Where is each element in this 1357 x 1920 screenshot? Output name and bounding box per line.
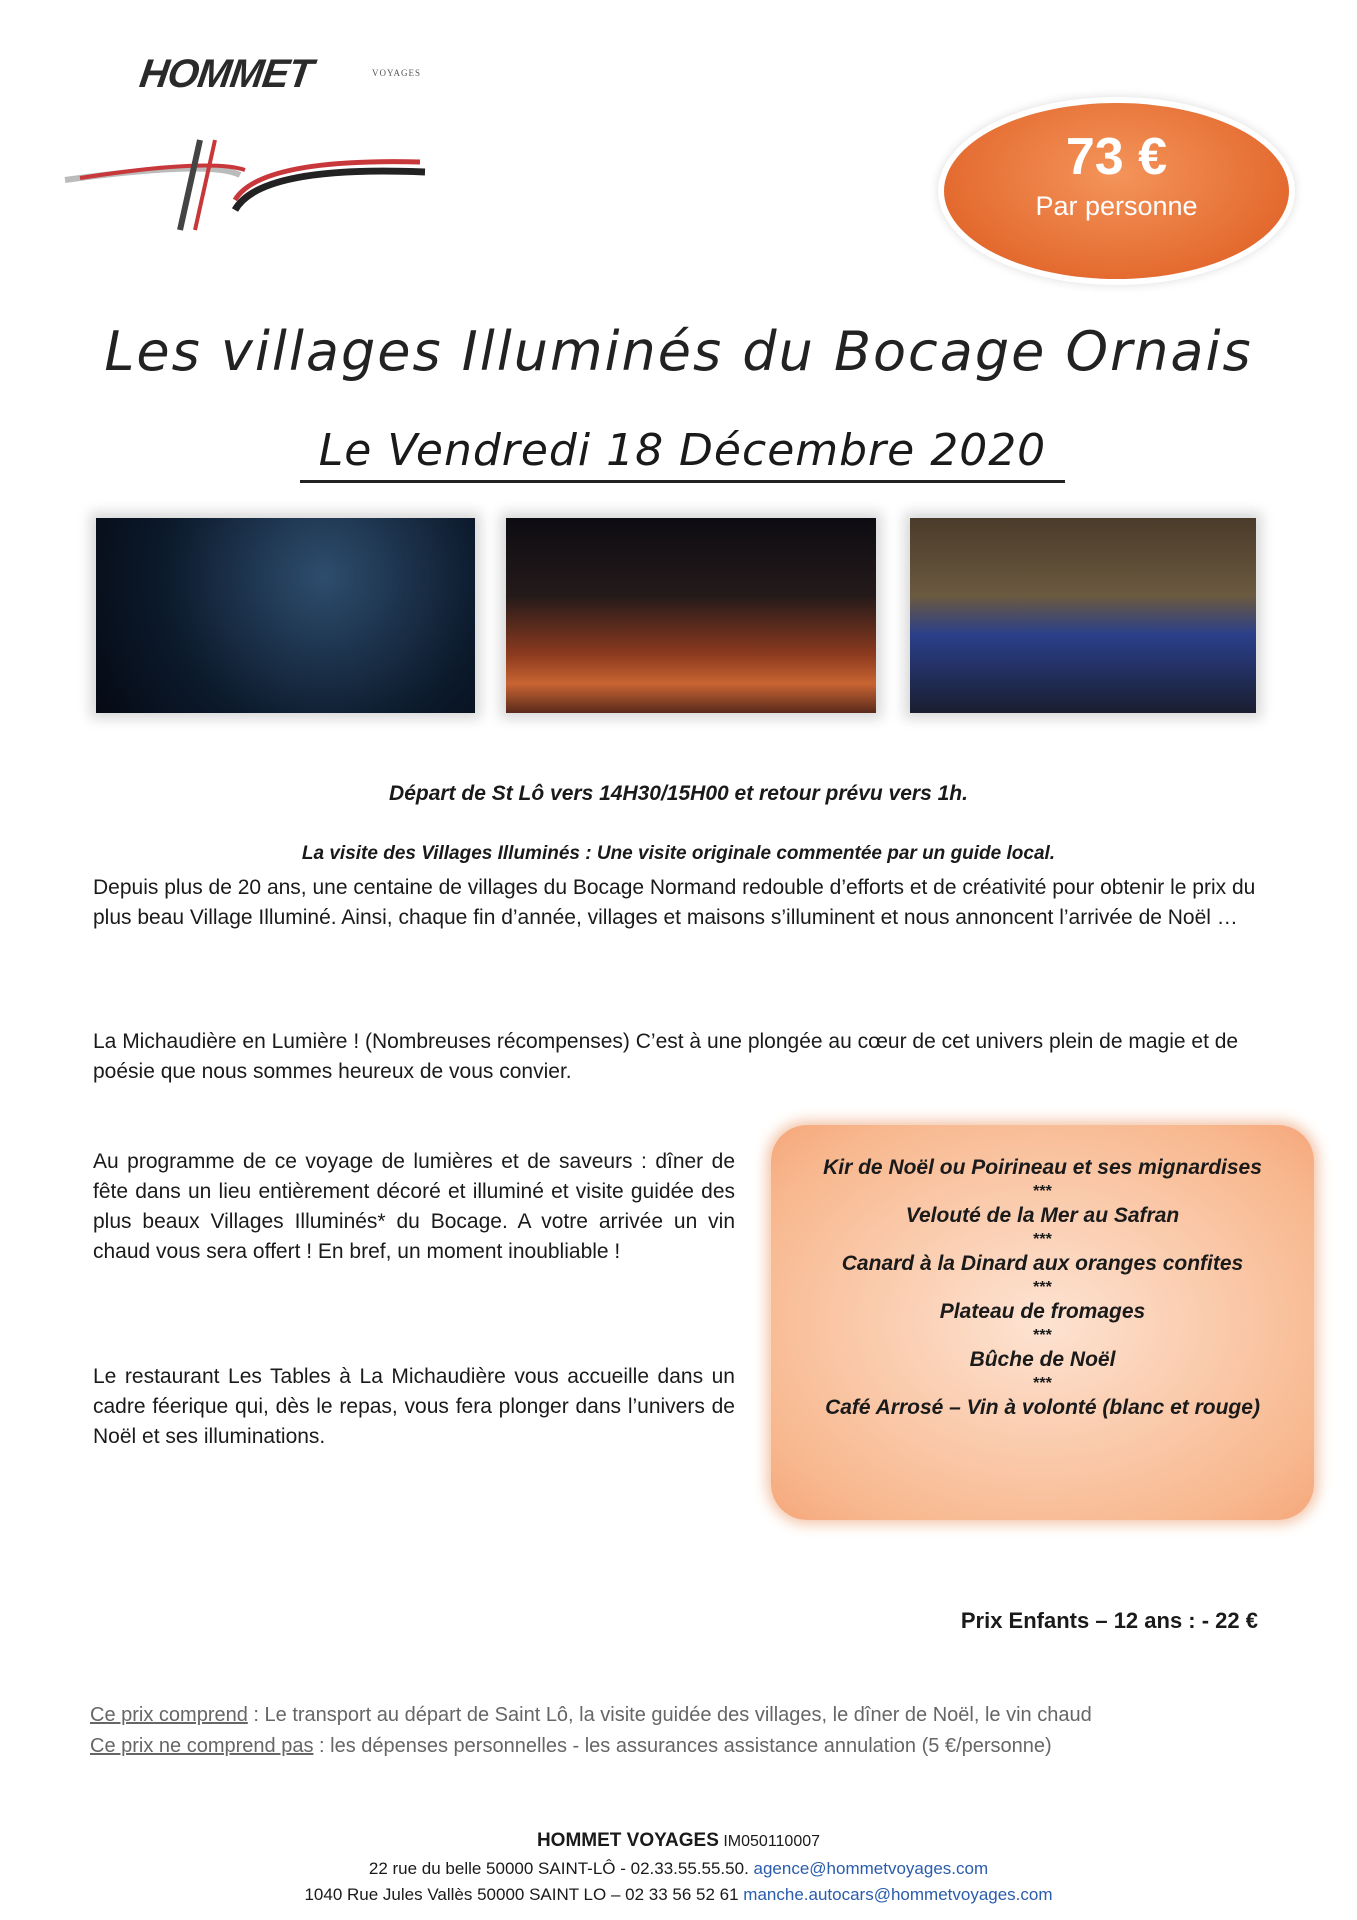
menu-item: Velouté de la Mer au Safran bbox=[905, 1204, 1180, 1227]
address-2: 1040 Rue Jules Vallès 50000 SAINT LO – 02 33 56 52 61 bbox=[304, 1885, 744, 1904]
visit-heading: La visite des Villages Illuminés : Une visite originale commentée par un guide local. bbox=[301, 843, 1056, 864]
logo-wordmark: HOMMET bbox=[136, 52, 315, 96]
footer-address-2 bbox=[0, 1885, 1357, 1905]
email-manche-link[interactable]: manche.autocars@hommetvoyages.com bbox=[743, 1885, 1053, 1904]
menu-item: Kir de Noël ou Poirineau et ses mignardises bbox=[823, 1156, 1262, 1179]
photo-illuminated-carriage bbox=[910, 518, 1256, 713]
intro-paragraph: Depuis plus de 20 ans, une centaine de villages du Bocage Normand redouble d’efforts et de créativité pour obtenir le prix du plus beau Village Illuminé. Ainsi, chaque fin d’année, villages et maisons s’illuminent et nous annoncent l’arrivée de Noël … bbox=[93, 876, 1256, 929]
price-label: Par personne bbox=[1035, 191, 1198, 221]
menu-item: Plateau de fromages bbox=[939, 1300, 1146, 1323]
photo-illuminated-church bbox=[96, 518, 475, 713]
menu-separator: *** bbox=[1033, 1327, 1052, 1344]
menu-item: Canard à la Dinard aux oranges confites bbox=[841, 1252, 1244, 1275]
price-excludes bbox=[90, 1735, 1052, 1758]
address-1: 22 rue du belle 50000 SAINT-LÔ - 02.33.55.55.50. bbox=[368, 1859, 754, 1878]
footer-address-1 bbox=[0, 1859, 1357, 1879]
menu-separator: *** bbox=[1033, 1183, 1052, 1200]
price-badge bbox=[944, 103, 1289, 279]
event-date: Le Vendredi 18 Décembre 2020 bbox=[300, 425, 1065, 483]
price-includes bbox=[90, 1704, 1092, 1727]
licence-number: IM050110007 bbox=[718, 1833, 821, 1850]
page-title: Les villages Illuminés du Bocage Ornais bbox=[104, 320, 1253, 383]
menu-item: Café Arrosé – Vin à volonté (blanc et rouge) bbox=[825, 1396, 1260, 1419]
dinner-menu bbox=[771, 1125, 1314, 1520]
price-amount: 73 € bbox=[1065, 128, 1168, 186]
photo-illuminated-street bbox=[506, 518, 876, 713]
michaudiere-paragraph: La Michaudière en Lumière ! (Nombreuses récompenses) C’est à une plongée au cœur de cet univers plein de magie et de poésie que nous sommes heureux de vous convier. bbox=[93, 1030, 1239, 1083]
includes-label: Ce prix comprend bbox=[90, 1704, 248, 1726]
menu-item: Bûche de Noël bbox=[969, 1348, 1116, 1371]
footer-company bbox=[0, 1830, 1357, 1852]
email-agence-link[interactable]: agence@hommetvoyages.com bbox=[753, 1859, 989, 1878]
includes-text: : Le transport au départ de Saint Lô, la visite guidée des villages, le dîner de Noël, le vin chaud bbox=[247, 1704, 1092, 1726]
departure-info: Départ de St Lô vers 14H30/15H00 et retour prévu vers 1h. bbox=[389, 782, 968, 805]
company-name: HOMMET VOYAGES bbox=[536, 1830, 719, 1851]
excludes-text: : les dépenses personnelles - les assurances assistance annulation (5 €/personne) bbox=[313, 1735, 1052, 1757]
programme-paragraph: Au programme de ce voyage de lumières et de saveurs : dîner de fête dans un lieu entièrement décoré et illuminé et visite guidée des plus beaux Villages Illuminés* du Bocage. A votre arrivée un vin chaud vous sera offert ! En bref, un moment inoubliable ! bbox=[93, 1150, 735, 1263]
menu-separator: *** bbox=[1033, 1279, 1052, 1296]
logo-subtitle: VOYAGES bbox=[372, 68, 422, 78]
menu-separator: *** bbox=[1033, 1231, 1052, 1248]
logo-hv-mark bbox=[60, 130, 430, 240]
excludes-label: Ce prix ne comprend pas bbox=[90, 1735, 314, 1757]
child-price: Prix Enfants – 12 ans : - 22 € bbox=[960, 1608, 1258, 1633]
restaurant-paragraph: Le restaurant Les Tables à La Michaudière vous accueille dans un cadre féerique qui, dès le repas, vous fera plonger dans l’univers de Noël et ses illuminations. bbox=[93, 1365, 735, 1448]
menu-separator: *** bbox=[1033, 1375, 1052, 1392]
